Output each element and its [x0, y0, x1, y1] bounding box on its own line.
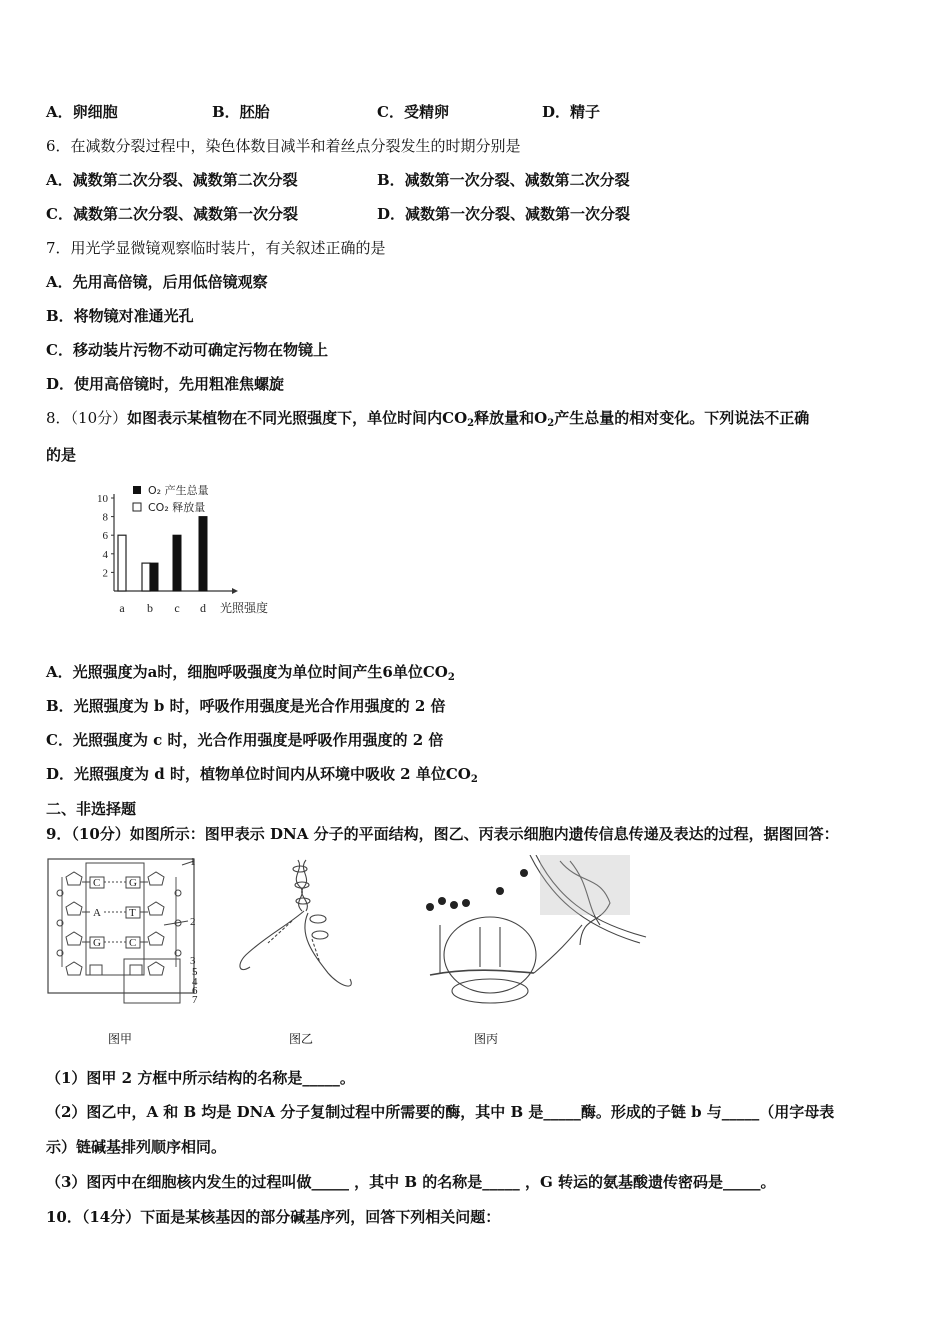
q8-o2-sub: 2	[547, 418, 555, 429]
figure-yi-caption: 图乙	[289, 1032, 314, 1046]
ribosome-large	[444, 917, 536, 993]
q8-a-text: A．光照强度为	[46, 663, 148, 681]
q7-option-c: C．移动装片污物不动可确定污物在物镜上	[46, 341, 328, 359]
base-label: G	[129, 877, 137, 889]
base-label: C	[129, 937, 137, 949]
q8-stem-part1: 如图表示某植物在不同光照强度下，单位时间内	[127, 409, 443, 427]
legend-o2-swatch	[133, 486, 141, 494]
q7-option-b: B．将物镜对准通光孔	[46, 307, 194, 325]
bar-o2-b	[150, 563, 158, 591]
amino-acid	[496, 887, 504, 895]
bar-co2-a	[118, 535, 126, 591]
q7-stem: 7．用光学显微镜观察临时装片，有关叙述正确的是	[46, 239, 386, 257]
q8-o2: O	[534, 409, 548, 427]
y-tick-label: 4	[102, 548, 108, 561]
section-title: 二、非选择题	[46, 800, 137, 818]
q9-stem: 9．（10分）如图所示：图甲表示 DNA 分子的平面结构，图乙、丙表示细胞内遗传信息传递及表达的过程，据图回答：	[46, 825, 839, 843]
q8-a-rest: 时，细胞呼吸强度为单位时间产生	[157, 663, 383, 681]
q8-option-d	[46, 764, 478, 784]
helix-turn	[295, 882, 309, 888]
figure-jia-box-3	[124, 959, 180, 1003]
q8-a-num: 6	[382, 663, 393, 681]
bar-o2-d	[199, 517, 207, 591]
enzyme-a	[310, 915, 326, 923]
q8-option-b: B．光照强度为 b 时，呼吸作用强度是光合作用强度的 2 倍	[46, 697, 446, 715]
amino-acid	[426, 903, 434, 911]
figure-yi-replication	[228, 855, 388, 1005]
q6-stem: 6．在减数分裂过程中，染色体数目减半和着丝点分裂发生的时期分别是	[46, 137, 521, 155]
bar-o2-c	[173, 535, 181, 591]
q8-stem-part2: 释放量和	[474, 409, 535, 427]
y-tick-label: 8	[102, 511, 108, 524]
q6-option-c: C．减数第二次分裂、减数第一次分裂	[46, 205, 298, 223]
base-box	[130, 965, 142, 975]
q8-a-co2: CO	[422, 663, 448, 681]
q9-part1: （1）图甲 2 方框中所示结构的名称是_____。	[46, 1069, 355, 1087]
x-tick-label: a	[119, 601, 125, 615]
q8-number: 8．	[46, 409, 71, 427]
amino-acid	[520, 869, 528, 877]
q9-part3: （3）图丙中在细胞核内发生的过程叫做_____ ，其中 B 的名称是_____ ，G 转运的氨基酸遗传密码是_____。	[46, 1173, 776, 1191]
arrow-path	[534, 925, 582, 973]
q8-d-co2: CO	[445, 765, 471, 783]
q8-a-co2-sub: 2	[447, 672, 455, 683]
q5-option-a: A．卵细胞	[46, 103, 118, 121]
legend-o2-label: O₂ 产生总量	[148, 484, 209, 497]
q9-part2-line2: 示）链碱基排列顺序相同。	[46, 1138, 227, 1156]
sugar-right	[148, 872, 164, 885]
mrna	[430, 970, 534, 975]
sugar-right	[148, 902, 164, 915]
sugar-left	[66, 932, 82, 945]
q7-option-a: A．先用高倍镜，后用低倍镜观察	[46, 273, 268, 291]
q8-d-co2-sub: 2	[470, 774, 478, 785]
x-axis-arrow	[232, 588, 238, 594]
helix-turn	[296, 898, 310, 904]
q6-option-a: A．减数第二次分裂、减数第二次分裂	[46, 171, 298, 189]
structure-label: 2	[190, 916, 196, 928]
q8-a-unit: 单位	[392, 663, 423, 681]
q8-a-var: a	[147, 663, 158, 681]
bar-chart	[78, 478, 278, 623]
structure-label: 6	[192, 985, 198, 997]
y-tick-label: 10	[97, 493, 108, 505]
legend-co2-swatch	[133, 503, 141, 511]
structure-label: 1	[190, 856, 196, 868]
q5-option-c: C．受精卵	[377, 103, 449, 121]
structure-label: 3	[190, 955, 196, 967]
q8-co2-sub: 2	[467, 418, 475, 429]
q8-option-a	[46, 662, 455, 682]
structure-label: 4	[192, 976, 198, 988]
q10-stem: 10．（14分）下面是某核基因的部分碱基序列，回答下列相关问题：	[46, 1208, 501, 1226]
daughter-strand	[240, 911, 304, 970]
q5-option-b: B．胚胎	[212, 103, 270, 121]
q8-d-text: D．光照强度为 d 时，植物单位时间内从环境中吸收 2 单位	[46, 765, 446, 783]
sugar-right	[148, 962, 164, 975]
new-strand-b	[268, 921, 292, 943]
q8-co2: CO	[442, 409, 468, 427]
q8-score: （10分）	[70, 409, 128, 427]
legend-co2-label: CO₂ 释放量	[148, 501, 206, 514]
y-tick-label: 2	[102, 567, 108, 580]
figure-bing-expression	[410, 855, 660, 1005]
figure-jia-dna-structure	[44, 855, 204, 1005]
y-tick-label: 6	[102, 530, 108, 543]
sugar-left	[66, 902, 82, 915]
q9-part2-line1: （2）图乙中，A 和 B 均是 DNA 分子复制过程中所需要的酶，其中 B 是_____酶。形成的子链 b 与_____（用字母表	[46, 1103, 835, 1121]
new-strand-c	[312, 939, 320, 963]
structure-label: 5	[192, 966, 198, 978]
amino-acid	[450, 901, 458, 909]
sugar-right	[148, 932, 164, 945]
q8-stem-line2: 的是	[46, 446, 77, 464]
daughter-strand	[305, 913, 351, 986]
q6-option-b: B．减数第一次分裂、减数第二次分裂	[377, 171, 630, 189]
sugar-left	[66, 872, 82, 885]
enzyme-b	[312, 931, 328, 939]
figure-jia-caption: 图甲	[108, 1032, 133, 1046]
q7-option-d: D．使用高倍镜时，先用粗准焦螺旋	[46, 375, 285, 393]
sugar-left	[66, 962, 82, 975]
amino-acid	[462, 899, 470, 907]
ribosome-small	[452, 979, 528, 1003]
x-tick-label: b	[147, 601, 153, 615]
base-label: T	[129, 907, 136, 919]
figure-jia-frame	[48, 859, 194, 993]
q8-stem	[46, 408, 809, 428]
figure-bing-caption: 图丙	[474, 1032, 499, 1046]
structure-label: 7	[192, 994, 198, 1005]
q8-stem-part3: 产生总量的相对变化。下列说法不正确	[554, 409, 810, 427]
nucleus-shading	[540, 855, 630, 915]
x-axis-label: 光照强度	[220, 601, 269, 615]
q8-option-c: C．光照强度为 c 时，光合作用强度是呼吸作用强度的 2 倍	[46, 731, 444, 749]
bar-co2-b	[142, 563, 150, 591]
q5-option-d: D．精子	[542, 103, 601, 121]
amino-acid	[438, 897, 446, 905]
x-tick-label: d	[200, 601, 206, 615]
base-label: A	[93, 907, 101, 919]
q6-option-d: D．减数第一次分裂、减数第一次分裂	[377, 205, 631, 223]
base-label: C	[93, 877, 101, 889]
base-label: G	[93, 937, 101, 949]
base-box	[90, 965, 102, 975]
x-tick-label: c	[174, 601, 180, 615]
